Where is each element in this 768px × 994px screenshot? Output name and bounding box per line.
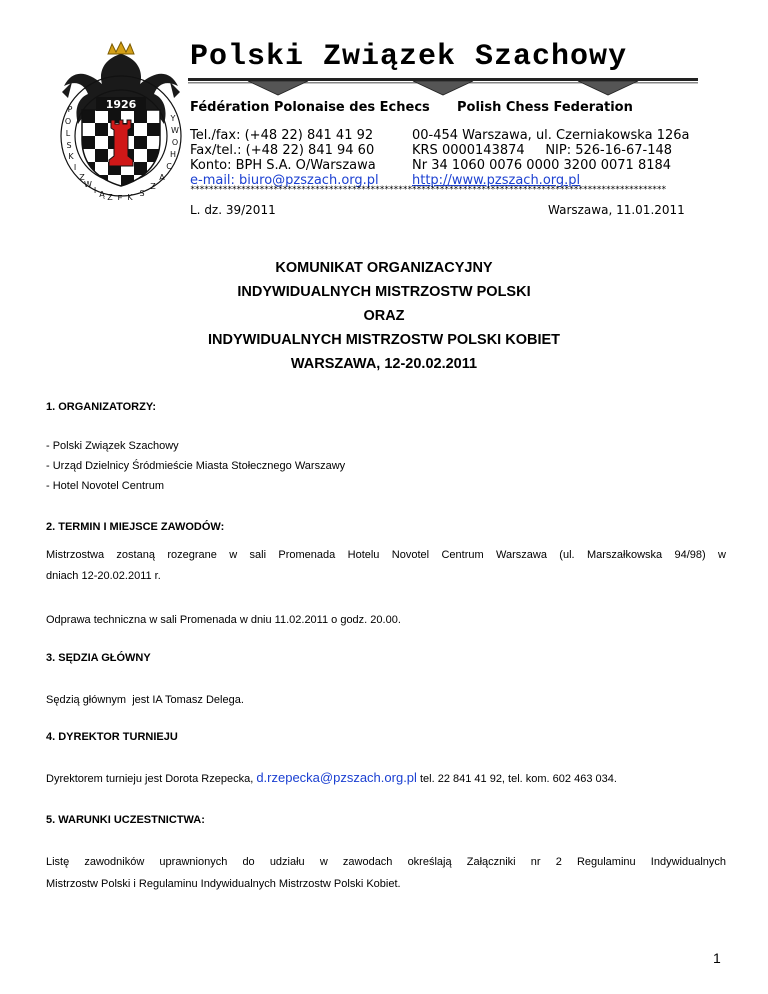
- svg-text:A: A: [159, 173, 165, 182]
- svg-text:Ą: Ą: [99, 190, 105, 199]
- svg-text:Y: Y: [170, 114, 176, 123]
- organizers-list: [46, 436, 726, 496]
- svg-text:I: I: [93, 186, 97, 195]
- organization-name: Polski Związek Szachowy: [190, 40, 628, 74]
- svg-text:Z: Z: [107, 193, 113, 200]
- website-link[interactable]: http://www.pzszach.org.pl: [412, 173, 581, 188]
- subtitle-french: Fédération Polonaise des Echecs: [190, 100, 430, 115]
- svg-text:W: W: [84, 180, 92, 189]
- svg-text:O: O: [171, 138, 179, 147]
- title-line-1: KOMUNIKAT ORGANIZACYJNY: [275, 260, 493, 276]
- list-item: - Hotel Novotel Centrum: [46, 480, 164, 492]
- section-conditions-heading: 5. WARUNKI UCZESTNICTWA:: [46, 814, 205, 826]
- separator-line: *******************************************************************************************************: [190, 185, 666, 195]
- contact-block-right: [412, 128, 690, 188]
- arbiter-text: Sędzią głównym jest IA Tomasz Delega.: [46, 694, 244, 706]
- svg-text:K: K: [68, 152, 74, 161]
- svg-text:Z: Z: [79, 173, 85, 182]
- bank-account: Konto: BPH S.A. O/Warszawa: [190, 158, 376, 173]
- list-item: - Polski Związek Szachowy: [46, 440, 179, 452]
- registry-numbers: KRS 0000143874 NIP: 526-16-67-148: [412, 143, 673, 158]
- svg-text:E: E: [117, 194, 123, 200]
- address: 00-454 Warszawa, ul. Czerniakowska 126a: [412, 128, 690, 143]
- title-line-3: ORAZ: [363, 308, 405, 324]
- svg-text:S: S: [66, 141, 72, 150]
- svg-text:L: L: [65, 129, 71, 138]
- svg-text:P: P: [67, 105, 73, 114]
- subtitle-english: Polish Chess Federation: [457, 100, 633, 115]
- svg-text:S: S: [139, 189, 145, 198]
- section-director-heading: 4. DYREKTOR TURNIEJU: [46, 731, 178, 743]
- section-venue-heading: 2. TERMIN I MIEJSCE ZAWODÓW:: [46, 521, 225, 533]
- briefing-text: Odprawa techniczna w sali Promenada w dniu 11.02.2011 o godz. 20.00.: [46, 614, 401, 626]
- title-line-2: INDYWIDUALNYCH MISTRZOSTW POLSKI: [237, 284, 531, 300]
- conditions-text-line-1: Listę zawodników uprawnionych do udziału w zawodach określają Załączniki nr 2 Regulaminu Indywidualnych: [46, 856, 726, 868]
- director-email-link[interactable]: d.rzepecka@pzszach.org.pl: [256, 770, 417, 785]
- svg-text:W: W: [171, 126, 179, 135]
- director-text: [46, 768, 726, 789]
- svg-text:I: I: [73, 163, 77, 172]
- email-link[interactable]: e-mail: biuro@pzszach.org.pl: [190, 173, 379, 188]
- svg-text:K: K: [127, 193, 133, 200]
- fax-phone: Fax/tel.: (+48 22) 841 94 60: [190, 143, 375, 158]
- conditions-text-line-2: Mistrzostw Polski i Regulaminu Indywidualnych Mistrzostw Polski Kobiet.: [46, 878, 401, 890]
- svg-text:O: O: [64, 117, 72, 126]
- crown-icon: [108, 42, 134, 54]
- svg-text:Z: Z: [150, 182, 156, 191]
- venue-text-line-1: Mistrzostwa zostaną rozegrane w sali Promenada Hotelu Novotel Centrum Warszawa (ul. Marszałkowska 94/98) w: [46, 549, 726, 561]
- list-item: - Urząd Dzielnicy Śródmieście Miasta Stołecznego Warszawy: [46, 460, 346, 472]
- account-number: Nr 34 1060 0076 0000 3200 0071 8184: [412, 158, 672, 173]
- reference-number: L. dz. 39/2011: [190, 203, 276, 217]
- title-line-4: INDYWIDUALNYCH MISTRZOSTW POLSKI KOBIET: [207, 332, 560, 348]
- title-line-5: WARSZAWA, 12-20.02.2011: [290, 356, 478, 372]
- director-text-before: Dyrektorem turnieju jest Dorota Rzepecka,: [46, 773, 257, 785]
- phone-fax: Tel./fax: (+48 22) 841 41 92: [190, 128, 374, 143]
- chess-federation-emblem-icon: [58, 40, 184, 200]
- place-date: Warszawa, 11.01.2011: [548, 203, 685, 217]
- section-arbiter-heading: 3. SĘDZIA GŁÓWNY: [46, 652, 151, 664]
- header-divider: [188, 76, 698, 96]
- svg-text:C: C: [166, 162, 172, 171]
- svg-text:H: H: [169, 150, 177, 159]
- logo-year: 1926: [105, 98, 137, 111]
- director-text-after: tel. 22 841 41 92, tel. kom. 602 463 034.: [416, 773, 617, 785]
- section-organizers-heading: 1. ORGANIZATORZY:: [46, 401, 156, 413]
- venue-text-line-2: dniach 12-20.02.2011 r.: [46, 570, 161, 582]
- contact-block-left: [190, 128, 379, 188]
- page-number: 1: [713, 950, 721, 966]
